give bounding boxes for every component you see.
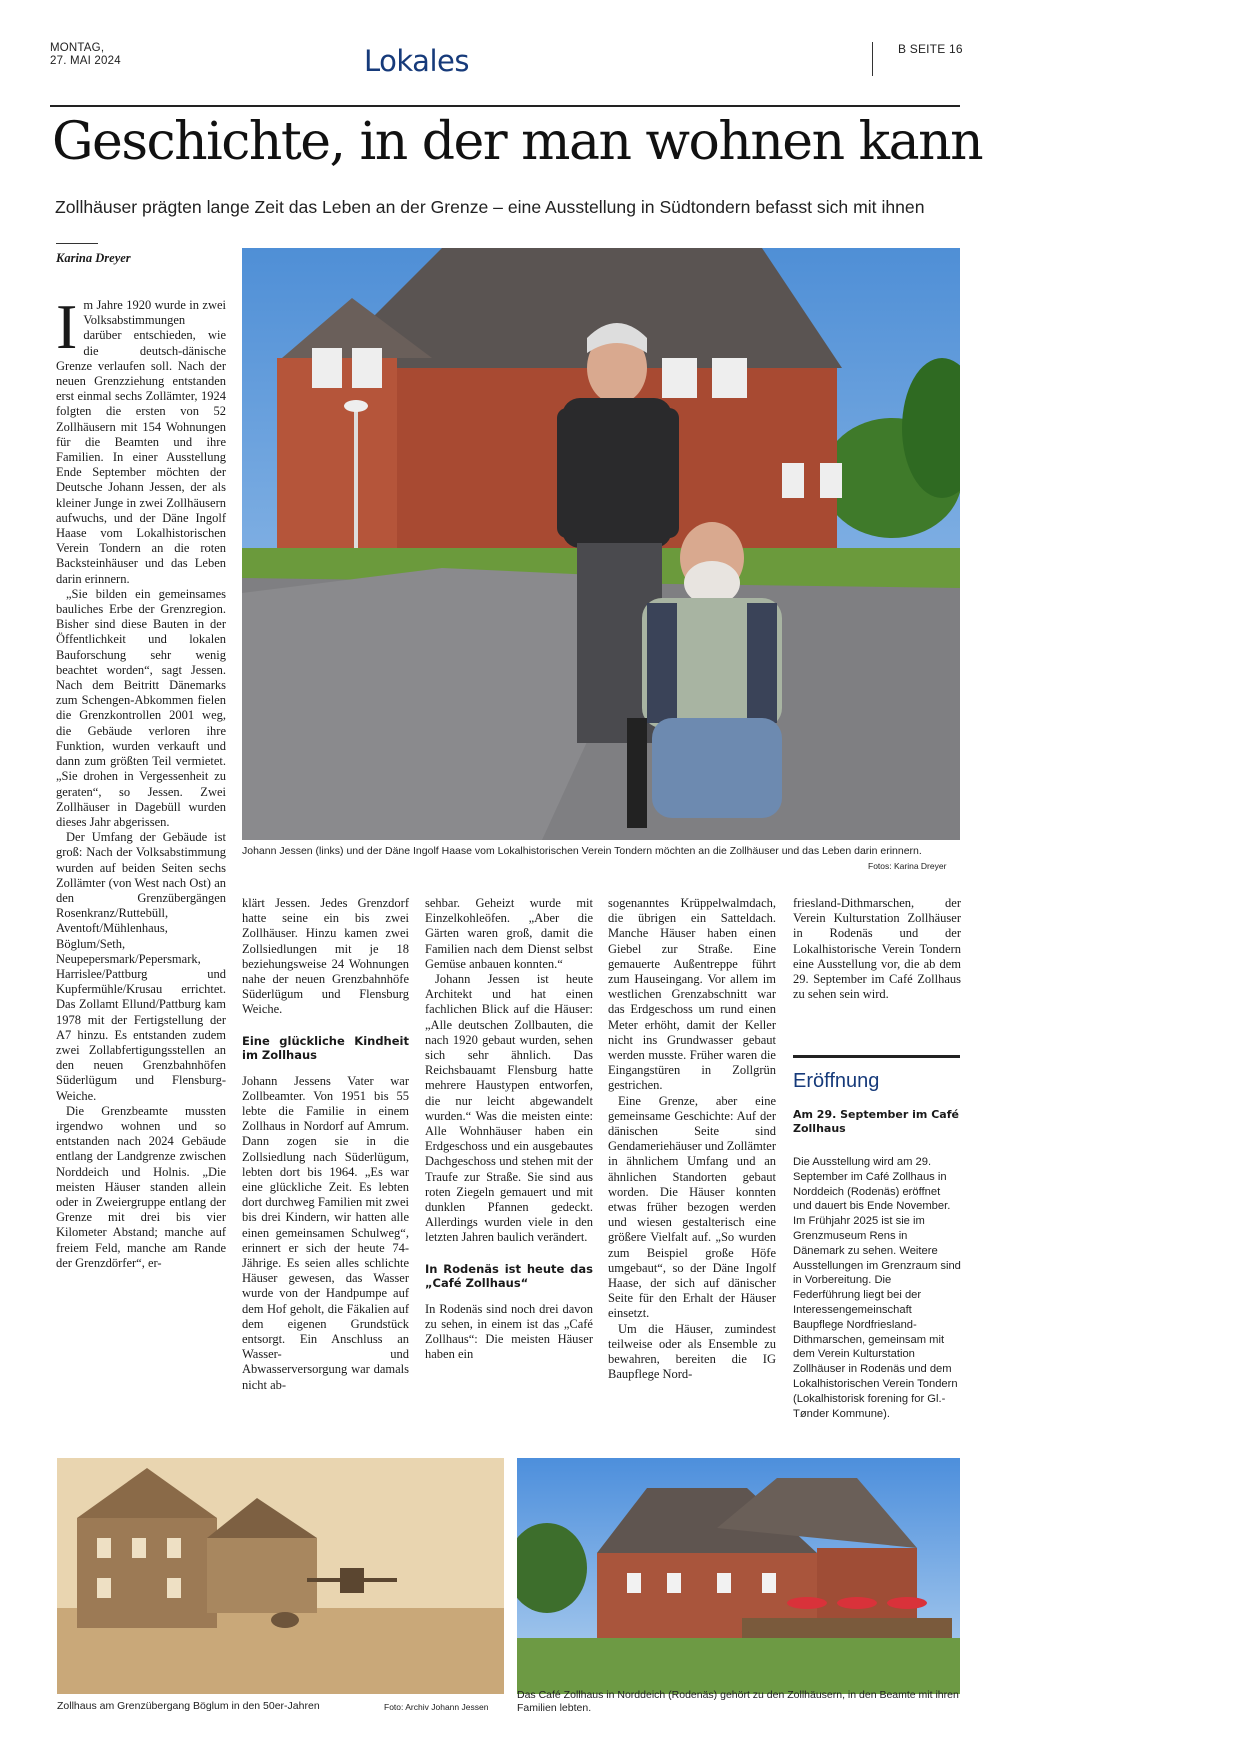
article-column-2 bbox=[242, 896, 409, 1393]
author-rule bbox=[56, 243, 98, 244]
infobox-subtitle: Am 29. September im Café Zollhaus bbox=[793, 1108, 959, 1135]
paragraph: Um die Häuser, zumindest teilweise oder als Ensemble zu bewahren, bereiten die IG Baupflege Nord- bbox=[608, 1321, 776, 1382]
infobox-title: Eröffnung bbox=[793, 1070, 880, 1092]
paragraph: Johann Jessens Vater war Zollbeamter. Von 1951 bis 55 lebte die Familie in einem Zollhaus in Nordorf auf Amrum. Dann zogen sie in die Zollsiedlung nach Süderlügum, lebten dort bis 1964. „Es war eine glückliche Zeit. Es lebten dort durchweg Familien mit zwei bis drei Kindern, wir hatten alle einen gemeinsamen Schulweg“, erinnert er sich der heute 74-Jährige. Es seien alles schlichte Häuser gewesen, das Wasser wurde von der Handpumpe auf dem Hof geholt, die Fäkalien auf dem eigenen Grundstück entsorgt. Ein Anschluss an Wasser- und Abwasserversorgung war damals nicht ab- bbox=[242, 1073, 409, 1392]
paragraph: In Rodenäs sind noch drei davon zu sehen, in einem ist das „Café Zollhaus“: Die meisten Häuser haben ein bbox=[425, 1301, 593, 1362]
paragraph: Die Grenzbeamte mussten irgendwo wohnen und so entstanden nach 2024 Gebäude entlang der Landgrenze zwischen Norddeich und Holnis. „Die meisten Häuser standen allein oder in Zweiergruppe entlang der Grenze mit drei bis vier Kilometer Abstand; manche auf freiem Feld, manche am Rande der Grenzdörfer“, er- bbox=[56, 1103, 226, 1270]
main-photo-caption: Johann Jessen (links) und der Däne Ingolf Haase vom Lokalhistorischen Verein Tondern möchten an die Zollhäuser und das Leben darin erinnern. bbox=[242, 845, 922, 857]
paragraph: klärt Jessen. Jedes Grenzdorf hatte seine ein bis zwei Zollhäuser. Hinzu kamen zwei Zollsiedlungen mit je 18 beziehungsweise 24 Wohnungen nahe der neuen Grenzbahnhöfe Süderlügum und Flensburg Weiche. bbox=[242, 896, 409, 1017]
author-byline: Karina Dreyer bbox=[56, 251, 131, 265]
historic-photo bbox=[57, 1458, 504, 1694]
paragraph: „Sie bilden ein gemeinsames bauliches Erbe der Grenzregion. Bisher sind diese Bauten in der Öffentlichkeit und lokalen Bauforschung sehr wenig beachtet worden“, sagt Jessen. Nach dem Beitritt Dänemarks zum Schengen-Abkommen fielen die Grenzkontrollen 2001 weg, die Gebäude verloren ihre Funktion, wurden verkauft und dann zum größten Teil vermietet. „Sie drohen in Vergessenheit zu geraten“, so Jessen. Zwei Zollhäuser in Dagebüll wurden dieses Jahr abgerissen. bbox=[56, 586, 226, 829]
paragraph: sogenanntes Krüppelwalmdach, die übrigen ein Satteldach. Manche Häuser haben einen Giebel zur Straße. Eine gemauerte Außentreppe führt zum Hauseingang. Vor allem im westlichen Grenzabschnitt war das Erdgeschoss um rund einen Meter erhöht, damit der Keller nicht ins Grundwasser gebaut werden musste. Früher waren die Eingangstüren in Zollgrün gestrichen. bbox=[608, 896, 776, 1093]
cafe-photo-caption: Das Café Zollhaus in Norddeich (Rodenäs) gehört zu den Zollhäusern, in den Beamte mit ihren Familien lebten. bbox=[517, 1689, 959, 1714]
header-rule bbox=[50, 105, 960, 107]
section-title: Lokales bbox=[364, 44, 469, 78]
intertitle: In Rodenäs ist heute das „Café Zollhaus“ bbox=[425, 1261, 593, 1290]
header-divider bbox=[872, 42, 873, 76]
paragraph: sehbar. Geheizt wurde mit Einzelkohleöfen. „Aber die Gärten waren groß, damit die Familien nach dem Dienst selbst Gemüse anbauen konnten.“ bbox=[425, 896, 593, 971]
paragraph: Johann Jessen ist heute Architekt und hat einen fachlichen Blick auf die Häuser: „Alle deutschen Zollbauten, die nach 1920 gebaut wurden, sehen sich sehr ähnlich. Das Reichsbauamt Flensburg hatte mehrere Haustypen entworfen, die nur leicht abgewandelt wurden.“ Was die meisten einte: Alle Wohnhäuser haben ein Erdgeschoss und ein ausgebautes Dachgeschoss und stehen mit der Traufe zur Straße. Sie sind aus roten Ziegeln gemauert und mit dunklen Pfannen gedeckt. Allerdings wurden viele in den letzten Jahren baulich verändert. bbox=[425, 972, 593, 1245]
historic-photo-caption: Zollhaus am Grenzübergang Böglum in den 50er-Jahren bbox=[57, 1700, 320, 1712]
intertitle: Eine glückliche Kindheit im Zollhaus bbox=[242, 1033, 409, 1062]
article-column-3 bbox=[425, 896, 593, 1362]
infobox-rule bbox=[793, 1055, 960, 1058]
drop-cap: I bbox=[56, 291, 78, 362]
article-column-5 bbox=[793, 896, 961, 1002]
headline: Geschichte, in der man wohnen kann bbox=[52, 112, 983, 172]
article-column-1 bbox=[56, 291, 226, 1271]
infobox-text: Die Ausstellung wird am 29. September im Café Zollhaus in Norddeich (Rodenäs) eröffnet und dauert bis Ende November. Im Frühjahr 2025 ist sie im Grenzmuseum Rens in Dänemark zu sehen. Weitere Ausstellungen im Grenzraum sind in Vorbereitung. Die Federführung liegt bei der Interessengemeinschaft Baupflege Nordfriesland-Dithmarschen, gemeinsam mit dem Verein Kulturstation Zollhäuser in Rodenäs und dem Lokalhistorischen Verein Tondern (Lokalhistorisk forening for Gl.-Tønder Kommune). bbox=[793, 1156, 961, 1420]
paragraph: Der Umfang der Gebäude ist groß: Nach der Volksabstimmung wurden auf beiden Seiten sechs Zollämter (von West nach Ost) an den Grenzübergängen Rosenkranz/Ruttebüll, Aventoft/Mühlenhaus, Böglum/Seth, Neupepersmark/Pepersmark, Harrislee/Pattburg und Kupfermühle/Krusau errichtet. Das Zollamt Ellund/Pattburg kam 1978 mit der Fertigstellung der A7 hinzu. Es entstanden zudem zwei Zollabfertigungsstellen an den neuen Grenzbahnhöfen Süderlügum und Flensburg-Weiche. bbox=[56, 830, 226, 1103]
issue-date: MONTAG, 27. MAI 2024 bbox=[50, 42, 121, 67]
page-number: B SEITE 16 bbox=[898, 42, 963, 56]
cafe-photo bbox=[517, 1458, 960, 1694]
main-photo-credit: Fotos: Karina Dreyer bbox=[868, 861, 947, 871]
article-column-4 bbox=[608, 896, 776, 1383]
historic-photo-credit: Foto: Archiv Johann Jessen bbox=[384, 1702, 489, 1712]
main-photo bbox=[242, 248, 960, 840]
paragraph: friesland-Dithmarschen, der Verein Kulturstation Zollhäuser in Rodenäs und der Lokalhistorische Verein Tondern eine Ausstellung vor, die ab dem 29. September im Café Zollhaus zu sehen sein wird. bbox=[793, 896, 961, 1002]
subheadline: Zollhäuser prägten lange Zeit das Leben an der Grenze – eine Ausstellung in Südtondern befasst sich mit ihnen bbox=[55, 197, 925, 217]
paragraph: Eine Grenze, aber eine gemeinsame Geschichte: Auf der dänischen Seite sind Gendameriehäuser und Zollämter in ähnlichem Umfang und an ähnlichen Standorten gebaut worden. Die Häuser konnten etwas früher bezogen werden und wiesen gestalterisch eine größere Vielfalt auf. „So wurden zum Beispiel große Höfe umgebaut“, so der Däne Ingolf Haase, der sich auf dänischer Seite für den Erhalt der Häuser einsetzt. bbox=[608, 1093, 776, 1321]
paragraph: m Jahre 1920 wurde in zwei Volksabstimmungen darüber entschieden, wie die deutsch-dänische Grenze verlaufen soll. Nach der neuen Grenzziehung entstanden erst einmal sechs Zollämter, 1924 folgten die ersten von 52 Zollhäusern mit 154 Wohnungen für die Beamten und ihre Familien. In einer Ausstellung Ende September möchten der Deutsche Johann Jessen, der als kleiner Junge in zwei Zollhäusern aufwuchs, und der Däne Ingolf Haase vom Lokalhistorischen Verein Tondern an die roten Backsteinhäuser und das Leben darin erinnern. bbox=[56, 298, 226, 586]
